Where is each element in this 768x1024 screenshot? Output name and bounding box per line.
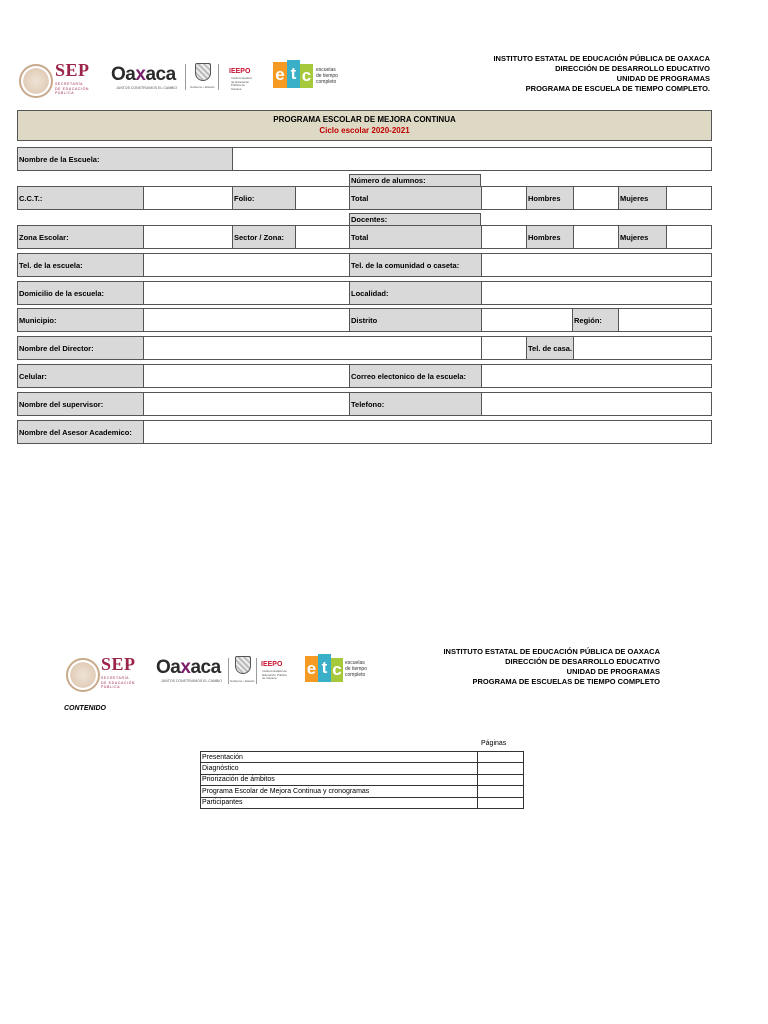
cellphone-label: Celular: (17, 364, 144, 388)
contents-heading: CONTENIDO (64, 705, 106, 712)
students-women-label: Mujeres (618, 186, 667, 210)
teachers-women-field[interactable] (666, 225, 712, 249)
community-phone-field[interactable] (481, 253, 712, 277)
students-men-field[interactable] (573, 186, 619, 210)
region-label: Región: (572, 308, 619, 332)
page-number-cell[interactable] (478, 752, 524, 763)
oaxaca-slogan: JUNTOS CONSTRUIMOS EL CAMBIO (161, 679, 223, 683)
num-students-label: Número de alumnos: (349, 174, 481, 187)
etc-logo-t: t (287, 60, 300, 88)
district-label: Distrito (349, 308, 482, 332)
folio-field[interactable] (295, 186, 350, 210)
oaxaca-logo: Oaxaca (156, 657, 221, 678)
sep-logo-text: SEP (101, 654, 136, 674)
ieepo-subtitle: Instituto Estatal de Educación Pública de Oaxaca (262, 669, 287, 681)
home-phone-label: Tel. de casa. (526, 336, 574, 360)
school-zone-field[interactable] (143, 225, 233, 249)
header-line: PROGRAMA DE ESCUELAS DE TIEMPO COMPLETO (472, 677, 660, 686)
etc-logo-c: c (300, 64, 313, 88)
teachers-label: Docentes: (349, 213, 481, 226)
school-phone-field[interactable] (143, 253, 350, 277)
page-number-cell[interactable] (478, 797, 524, 808)
advisor-name-label: Nombre del Asesor Academico: (17, 420, 144, 444)
teachers-total-field[interactable] (481, 225, 527, 249)
school-address-field[interactable] (143, 281, 350, 305)
state-shield-icon (195, 63, 211, 81)
page-number-cell[interactable] (478, 763, 524, 774)
institution-header-bottom (443, 647, 660, 687)
supervisor-name-field[interactable] (143, 392, 350, 416)
table-row (201, 797, 524, 808)
cct-field[interactable] (143, 186, 233, 210)
sector-zone-label: Sector / Zona: (232, 225, 296, 249)
header-line: INSTITUTO ESTATAL DE EDUCACIÓN PÚBLICA DE OAXACA (443, 647, 660, 656)
logo-divider (185, 64, 186, 90)
shield-caption: Gobierno • Estado (190, 85, 215, 89)
etc-logo-c: c (331, 658, 343, 682)
shield-caption: Gobierno • Estado (230, 679, 255, 683)
municipality-field[interactable] (143, 308, 350, 332)
locality-label: Localidad: (349, 281, 482, 305)
header-line: DIRECCIÓN DE DESARROLLO EDUCATIVO (505, 657, 660, 666)
students-total-field[interactable] (481, 186, 527, 210)
students-women-field[interactable] (666, 186, 712, 210)
oaxaca-slogan: JUNTOS CONSTRUIMOS EL CAMBIO (116, 86, 178, 90)
table-row (201, 763, 524, 774)
municipality-label: Municipio: (17, 308, 144, 332)
table-row (201, 752, 524, 763)
contents-table (200, 751, 524, 809)
sep-logo-text: SEP (55, 60, 90, 80)
ieepo-logo: IEEPO (261, 661, 283, 668)
etc-logo-e: e (305, 656, 318, 682)
sep-emblem-icon (19, 64, 53, 98)
contents-item: Programa Escolar de Mejora Continua y cronogramas (201, 786, 478, 797)
locality-field[interactable] (481, 281, 712, 305)
etc-logo-text: escuelas de tiempo completo (316, 67, 338, 85)
state-shield-icon (235, 656, 251, 674)
contents-item: Presentación (201, 752, 478, 763)
school-address-label: Domicilio de la escuela: (17, 281, 144, 305)
region-field[interactable] (618, 308, 712, 332)
teachers-women-label: Mujeres (618, 225, 667, 249)
institution-header-top (493, 54, 710, 94)
logo-divider (228, 658, 229, 684)
teachers-men-field[interactable] (573, 225, 619, 249)
teachers-men-label: Hombres (526, 225, 574, 249)
oaxaca-logo: Oaxaca (111, 64, 176, 85)
community-phone-label: Tel. de la comunidad o caseta: (349, 253, 482, 277)
table-row (201, 786, 524, 797)
contents-item: Diagnóstico (201, 763, 478, 774)
header-line: PROGRAMA DE ESCUELA DE TIEMPO COMPLETO. (525, 84, 710, 93)
cct-label: C.C.T.: (17, 186, 144, 210)
page-number-cell[interactable] (478, 786, 524, 797)
phone-field[interactable] (481, 392, 712, 416)
contents-item: Priorización de ámbitos (201, 774, 478, 785)
sector-zone-field[interactable] (295, 225, 350, 249)
pages-column-header: Páginas (481, 740, 507, 747)
header-line: UNIDAD DE PROGRAMAS (566, 667, 660, 676)
header-line: INSTITUTO ESTATAL DE EDUCACIÓN PÚBLICA DE OAXACA (493, 54, 710, 63)
folio-label: Folio: (232, 186, 296, 210)
director-spacer (481, 336, 527, 360)
school-name-label: Nombre de la Escuela: (17, 147, 233, 171)
school-email-label: Correo electonico de la escuela: (349, 364, 482, 388)
supervisor-name-label: Nombre del supervisor: (17, 392, 144, 416)
district-field[interactable] (481, 308, 573, 332)
director-name-label: Nombre del Director: (17, 336, 144, 360)
ieepo-logo: IEEPO (229, 68, 251, 75)
sep-logo-subtitle: SECRETARÍA DE EDUCACIÓN PÚBLICA (101, 676, 136, 689)
advisor-name-field[interactable] (143, 420, 712, 444)
logo-divider (218, 64, 219, 90)
header-line: DIRECCIÓN DE DESARROLLO EDUCATIVO (555, 64, 710, 73)
teachers-total-label: Total (349, 225, 482, 249)
header-line: UNIDAD DE PROGRAMAS (616, 74, 710, 83)
sep-emblem-icon (66, 658, 100, 692)
school-year: Ciclo escolar 2020-2021 (319, 126, 410, 135)
students-total-label: Total (349, 186, 482, 210)
form-title: PROGRAMA ESCOLAR DE MEJORA CONTINUA (273, 115, 456, 124)
school-name-field[interactable] (232, 147, 712, 171)
table-row (201, 774, 524, 785)
school-email-field[interactable] (481, 364, 712, 388)
students-men-label: Hombres (526, 186, 574, 210)
school-phone-label: Tel. de la escuela: (17, 253, 144, 277)
school-zone-label: Zona Escolar: (17, 225, 144, 249)
home-phone-field[interactable] (573, 336, 712, 360)
logo-divider (256, 658, 257, 684)
phone-label: Telefono: (349, 392, 482, 416)
form-title-band (17, 110, 712, 141)
etc-logo-text: escuelas de tiempo completo (345, 660, 367, 678)
sep-logo-subtitle: SECRETARÍA DE EDUCACIÓN PÚBLICA (55, 82, 90, 95)
etc-logo-e: e (273, 62, 287, 88)
ieepo-subtitle: Instituto Estatal de Educación Pública de Oaxaca (231, 76, 252, 91)
cellphone-field[interactable] (143, 364, 350, 388)
contents-item: Participantes (201, 797, 478, 808)
page-number-cell[interactable] (478, 774, 524, 785)
etc-logo-t: t (318, 654, 331, 682)
director-name-field[interactable] (143, 336, 482, 360)
